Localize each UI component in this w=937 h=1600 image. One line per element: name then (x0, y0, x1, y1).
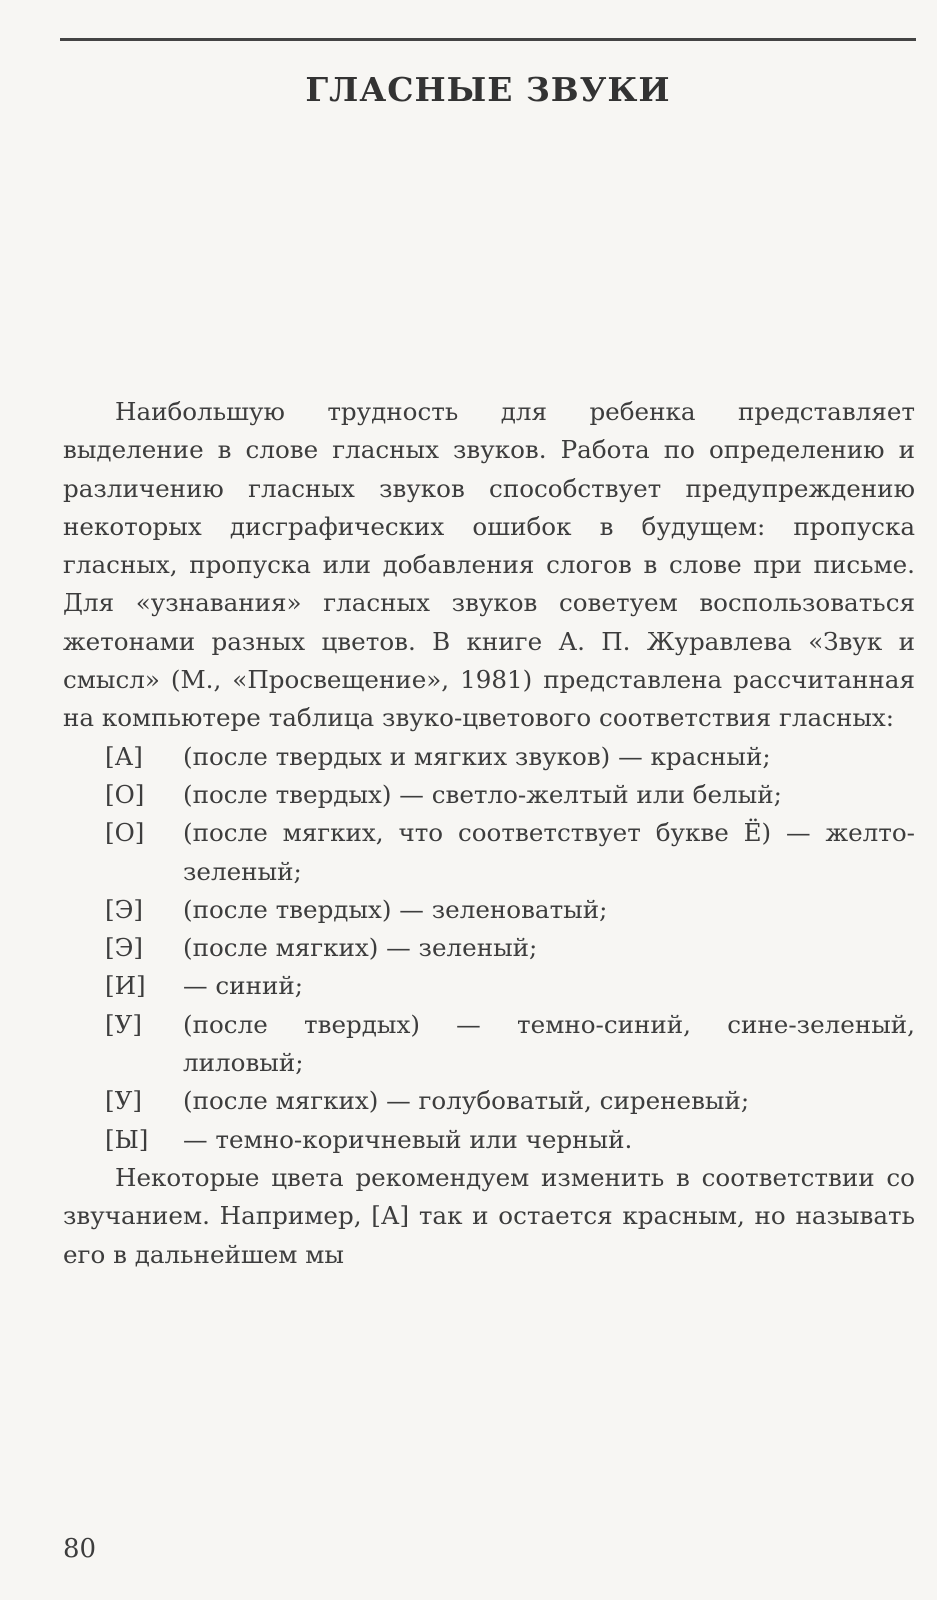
vowel-description: — синий; (183, 971, 304, 1001)
closing-paragraph: Некоторые цвета рекомендуем изменить в соответствии со звучанием. Например, [А] так и остается красным, но называть его в дальнейшем мы (63, 1162, 915, 1269)
vowel-sound: [И] (105, 971, 146, 1001)
vowel-description: (после мягких) — голубоватый, сиреневый; (183, 1086, 750, 1116)
vowel-sound: [О] (105, 779, 145, 809)
page-title: ГЛАСНЫЕ ЗВУКИ (305, 70, 671, 110)
vowel-entry (63, 967, 915, 1005)
intro-paragraph: Наибольшую трудность для ребенка представляет выделение в слове гласных звуков. Работа по определению и различению гласных звуков способствует предупреждению некоторых дисграфических ошибок в будущем: пропуска гласных, пропуска или добавления слогов в слове при письме. Для «узнавания» гласных звуков советуем воспользоваться жетонами разных цветов. В книге А. П. Журавлева «Звук и смысл» (М., «Просвещение», 1981) представлена рассчитанная на компьютере таблица звуко-цветового соответствия гласных: (63, 397, 915, 733)
vowel-description: (после мягких, что соответствует букве Ё) — желто-зеленый; (183, 818, 915, 886)
vowel-description: (после мягких) — зеленый; (183, 933, 538, 963)
vowel-color-list (63, 738, 915, 1159)
vowel-entry (63, 814, 915, 891)
vowel-description: — темно-коричневый или черный. (183, 1124, 633, 1154)
vowel-description: (после твердых и мягких звуков) — красный; (183, 741, 771, 771)
vowel-sound: [Э] (105, 933, 144, 963)
vowel-description: (после твердых) — зеленоватый; (183, 894, 608, 924)
vowel-entry (63, 891, 915, 929)
vowel-sound: [Ы] (105, 1124, 149, 1154)
vowel-sound: [А] (105, 741, 143, 771)
vowel-description: (после твердых) — светло-желтый или белый; (183, 779, 782, 809)
vowel-entry (63, 776, 915, 814)
vowel-entry (63, 738, 915, 776)
vowel-description: (после твердых) — темно-синий, сине-зеленый, лиловый; (183, 1009, 915, 1078)
vowel-sound: [У] (105, 1086, 142, 1116)
vowel-entry (63, 1082, 915, 1120)
page-number: 80 (63, 1534, 97, 1564)
vowel-entry (63, 929, 915, 967)
vowel-entry (63, 1006, 915, 1083)
vowel-entry (63, 1121, 915, 1159)
vowel-sound: [Э] (105, 894, 144, 924)
vowel-sound: [У] (105, 1009, 142, 1039)
header-rule (60, 38, 916, 41)
vowel-sound: [О] (105, 818, 145, 848)
page-body (63, 393, 915, 1274)
